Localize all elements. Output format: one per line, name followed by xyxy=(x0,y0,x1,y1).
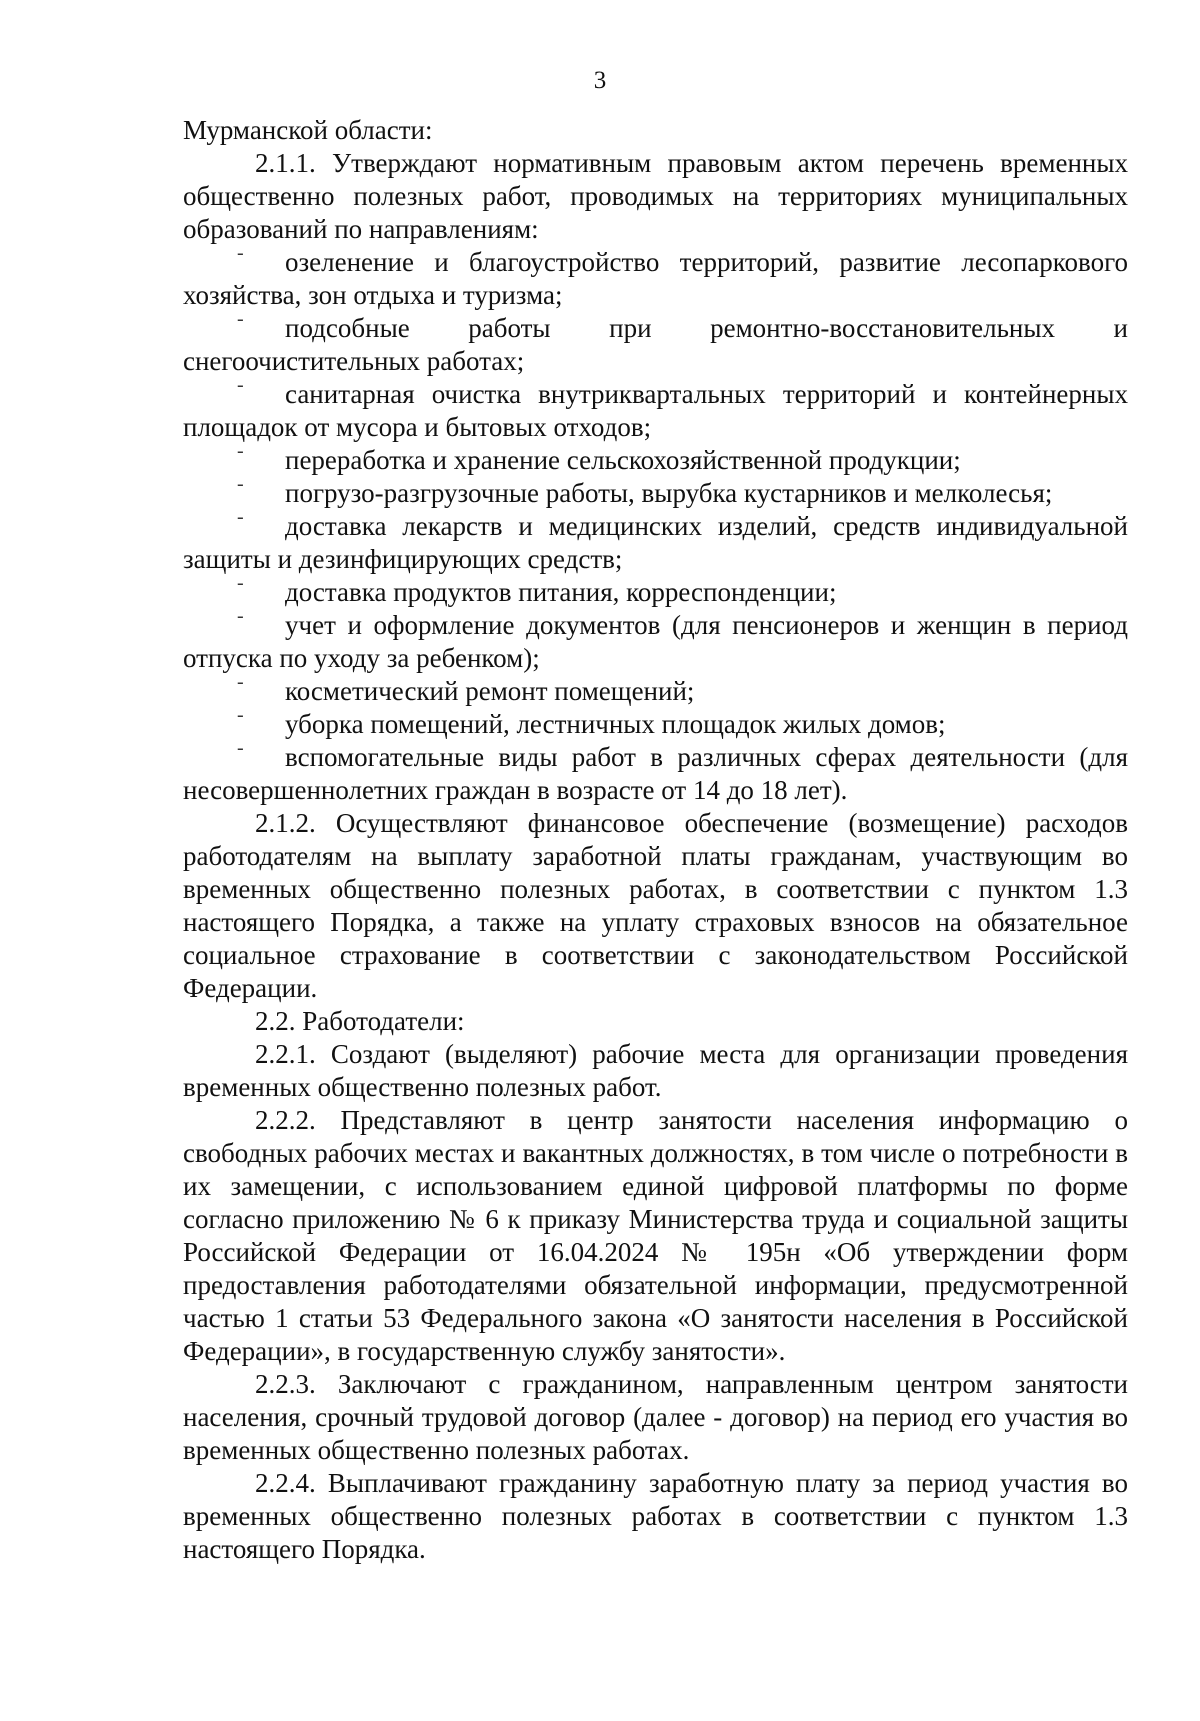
list-item-text: подсобные работы при ремонтно-восстановительных и снегоочистительных работах; xyxy=(183,313,1128,376)
clause-2-1-2: 2.1.2. Осуществляют финансовое обеспечение (возмещение) расходов работодателям на выплату заработной платы гражданам, участвующим во временных общественно полезных работах, в соответствии с пунктом 1.3 настоящего Порядка, а также на уплату страховых взносов на обязательное социальное страхование в соответствии с законодательством Российской Федерации. xyxy=(183,808,1128,1003)
list-marker: - xyxy=(237,605,244,627)
work-directions-list xyxy=(183,242,1128,807)
list-item xyxy=(183,506,1128,576)
list-item xyxy=(183,572,1128,609)
list-item xyxy=(183,440,1128,477)
list-item xyxy=(183,737,1128,807)
clause-2-1-1: 2.1.1. Утверждают нормативным правовым актом перечень временных общественно полезных работ, проводимых на территориях муниципальных образований по направлениям: xyxy=(183,148,1128,244)
clause-2-2-2: 2.2.2. Представляют в центр занятости населения информацию о свободных рабочих местах и вакантных должностях, в том числе о потребности в их замещении, с использованием единой цифровой платформы по форме согласно приложению № 6 к приказу Министерства труда и социальной защиты Российской Федерации от 16.04.2024 № 195н «Об утверждении форм предоставления работодателями обязательной информации, предусмотренной частью 1 статьи 53 Федерального закона «О занятости населения в Российской Федерации», в государственную службу занятости». xyxy=(183,1105,1128,1366)
list-marker: - xyxy=(237,242,244,264)
list-marker: - xyxy=(237,572,244,594)
list-marker: - xyxy=(237,671,244,693)
clause-2-2: 2.2. Работодатели: xyxy=(255,1006,465,1036)
list-item xyxy=(183,473,1128,510)
list-item xyxy=(183,242,1128,312)
intro-line: Мурманской области: xyxy=(183,115,433,145)
clause-2-2-4: 2.2.4. Выплачивают гражданину заработную плату за период участия во временных общественно полезных работах в соответствии с пунктом 1.3 настоящего Порядка. xyxy=(183,1468,1128,1564)
list-item-text: переработка и хранение сельскохозяйственной продукции; xyxy=(285,445,961,475)
list-item-text: уборка помещений, лестничных площадок жилых домов; xyxy=(285,709,946,739)
document-body xyxy=(183,114,1128,1566)
list-item-text: погрузо-разгрузочные работы, вырубка кустарников и мелколесья; xyxy=(285,478,1053,508)
list-marker: - xyxy=(237,440,244,462)
list-item xyxy=(183,605,1128,675)
list-item-text: косметический ремонт помещений; xyxy=(285,676,695,706)
list-marker: - xyxy=(237,473,244,495)
list-item-text: доставка продуктов питания, корреспонденции; xyxy=(285,577,837,607)
list-item xyxy=(183,374,1128,444)
list-marker: - xyxy=(237,308,244,330)
list-marker: - xyxy=(237,737,244,759)
page-number: 3 xyxy=(593,67,607,94)
list-item-text: озеленение и благоустройство территорий, развитие лесопаркового хозяйства, зон отдыха и туризма; xyxy=(183,247,1128,310)
list-item-text: доставка лекарств и медицинских изделий, средств индивидуальной защиты и дезинфицирующих средств; xyxy=(183,511,1128,574)
list-item-text: санитарная очистка внутриквартальных территорий и контейнерных площадок от мусора и бытовых отходов; xyxy=(183,379,1128,442)
list-item xyxy=(183,308,1128,378)
clause-2-2-3: 2.2.3. Заключают с гражданином, направленным центром занятости населения, срочный трудовой договор (далее - договор) на период его участия во временных общественно полезных работах. xyxy=(183,1369,1128,1465)
list-item xyxy=(183,671,1128,708)
list-marker: - xyxy=(237,374,244,396)
list-marker: - xyxy=(237,704,244,726)
list-marker: - xyxy=(237,506,244,528)
clause-2-2-1: 2.2.1. Создают (выделяют) рабочие места для организации проведения временных общественно полезных работ. xyxy=(183,1039,1128,1102)
list-item-text: вспомогательные виды работ в различных сферах деятельности (для несовершеннолетних граждан в возрасте от 14 до 18 лет). xyxy=(183,742,1128,805)
list-item xyxy=(183,704,1128,741)
list-item-text: учет и оформление документов (для пенсионеров и женщин в период отпуска по уходу за ребенком); xyxy=(183,610,1128,673)
